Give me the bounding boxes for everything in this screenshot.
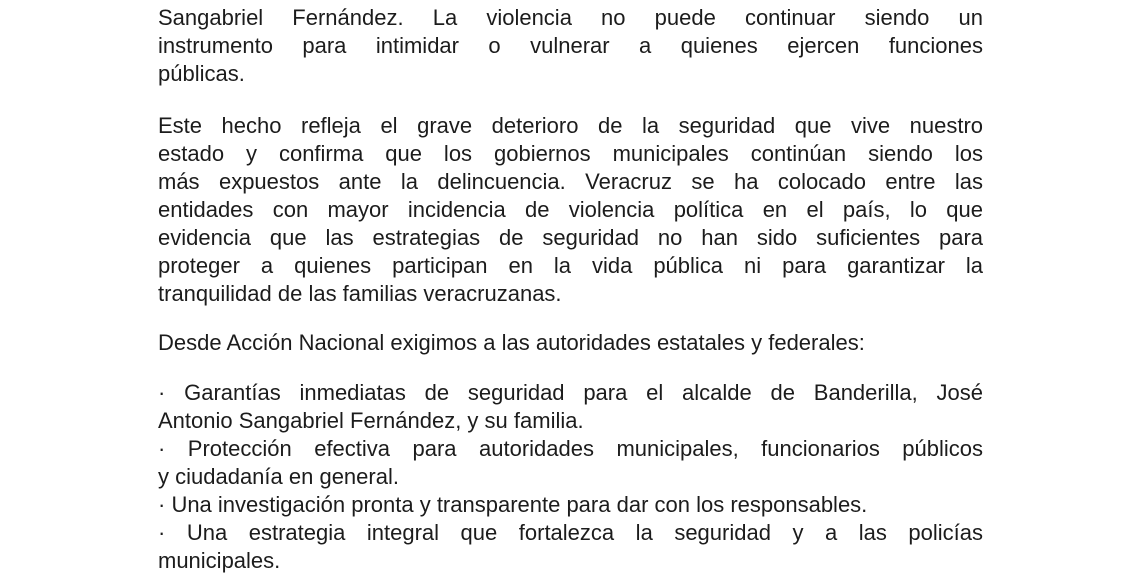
text-line: entidades con mayor incidencia de violencia política en el país, lo que — [158, 197, 983, 222]
text-line: instrumento para intimidar o vulnerar a quienes ejercen funciones — [158, 33, 983, 58]
list-item-line: · Garantías inmediatas de seguridad para el alcalde de Banderilla, José — [158, 380, 983, 405]
text-line: Desde Acción Nacional exigimos a las autoridades estatales y federales: — [158, 330, 865, 355]
text-line: evidencia que las estrategias de seguridad no han sido suficientes para — [158, 225, 983, 250]
text-line: más expuestos ante la delincuencia. Veracruz se ha colocado entre las — [158, 169, 983, 194]
list-item-line: municipales. — [158, 548, 281, 573]
text-line: públicas. — [158, 61, 245, 86]
list-item-line: Antonio Sangabriel Fernández, y su familia. — [158, 408, 584, 433]
text-line: Sangabriel Fernández. La violencia no puede continuar siendo un — [158, 5, 983, 30]
list-item-line: · Protección efectiva para autoridades municipales, funcionarios públicos — [158, 436, 983, 461]
list-item-line: · Una investigación pronta y transparente para dar con los responsables. — [158, 492, 868, 517]
list-item-line: y ciudadanía en general. — [158, 464, 399, 489]
text-line: Este hecho refleja el grave deterioro de la seguridad que vive nuestro — [158, 113, 983, 138]
list-item-line: · Una estrategia integral que fortalezca la seguridad y a las policías — [158, 520, 983, 545]
text-line: tranquilidad de las familias veracruzanas. — [158, 281, 562, 306]
text-line: estado y confirma que los gobiernos municipales continúan siendo los — [158, 141, 983, 166]
text-line: proteger a quienes participan en la vida pública ni para garantizar la — [158, 253, 983, 278]
